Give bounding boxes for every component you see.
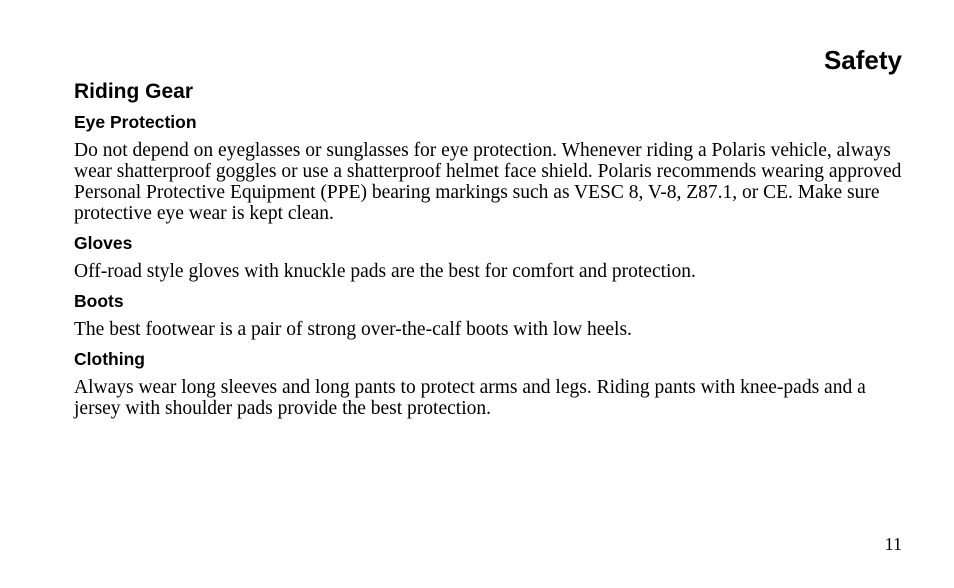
subsection-eye-protection [74, 111, 902, 224]
section-title: Riding Gear [74, 80, 194, 103]
chapter-title: Safety [823, 45, 902, 75]
subsection-text-boots: The best footwear is a pair of strong over-the-calf boots with low heels. [74, 319, 632, 340]
subsection-clothing [74, 348, 902, 419]
manual-page [74, 0, 902, 588]
subsection-text-eye-protection: Do not depend on eyeglasses or sunglasses for eye protection. Whenever riding a Polaris vehicle, always wear shatterproof goggles or use a shatterproof helmet face shield. Polaris recommends wearing approved Personal Protective Equipment (PPE) bearing markings such as VESC 8, V-8, Z87.1, or CE. Make sure protective eye wear is kept clean. [74, 140, 902, 224]
subsection-heading-boots: Boots [74, 291, 124, 311]
subsection-heading-eye-protection: Eye Protection [74, 112, 197, 132]
page-content [74, 78, 902, 419]
subsection-heading-gloves: Gloves [74, 233, 133, 253]
subsection-text-clothing: Always wear long sleeves and long pants to protect arms and legs. Riding pants with knee-pads and a jersey with shoulder pads provide the best protection. [74, 377, 866, 419]
subsection-text-gloves: Off-road style gloves with knuckle pads are the best for comfort and protection. [74, 261, 696, 282]
page-number: 11 [884, 534, 902, 554]
subsection-heading-clothing: Clothing [74, 349, 145, 369]
subsection-gloves [74, 232, 902, 282]
subsection-boots [74, 290, 902, 340]
